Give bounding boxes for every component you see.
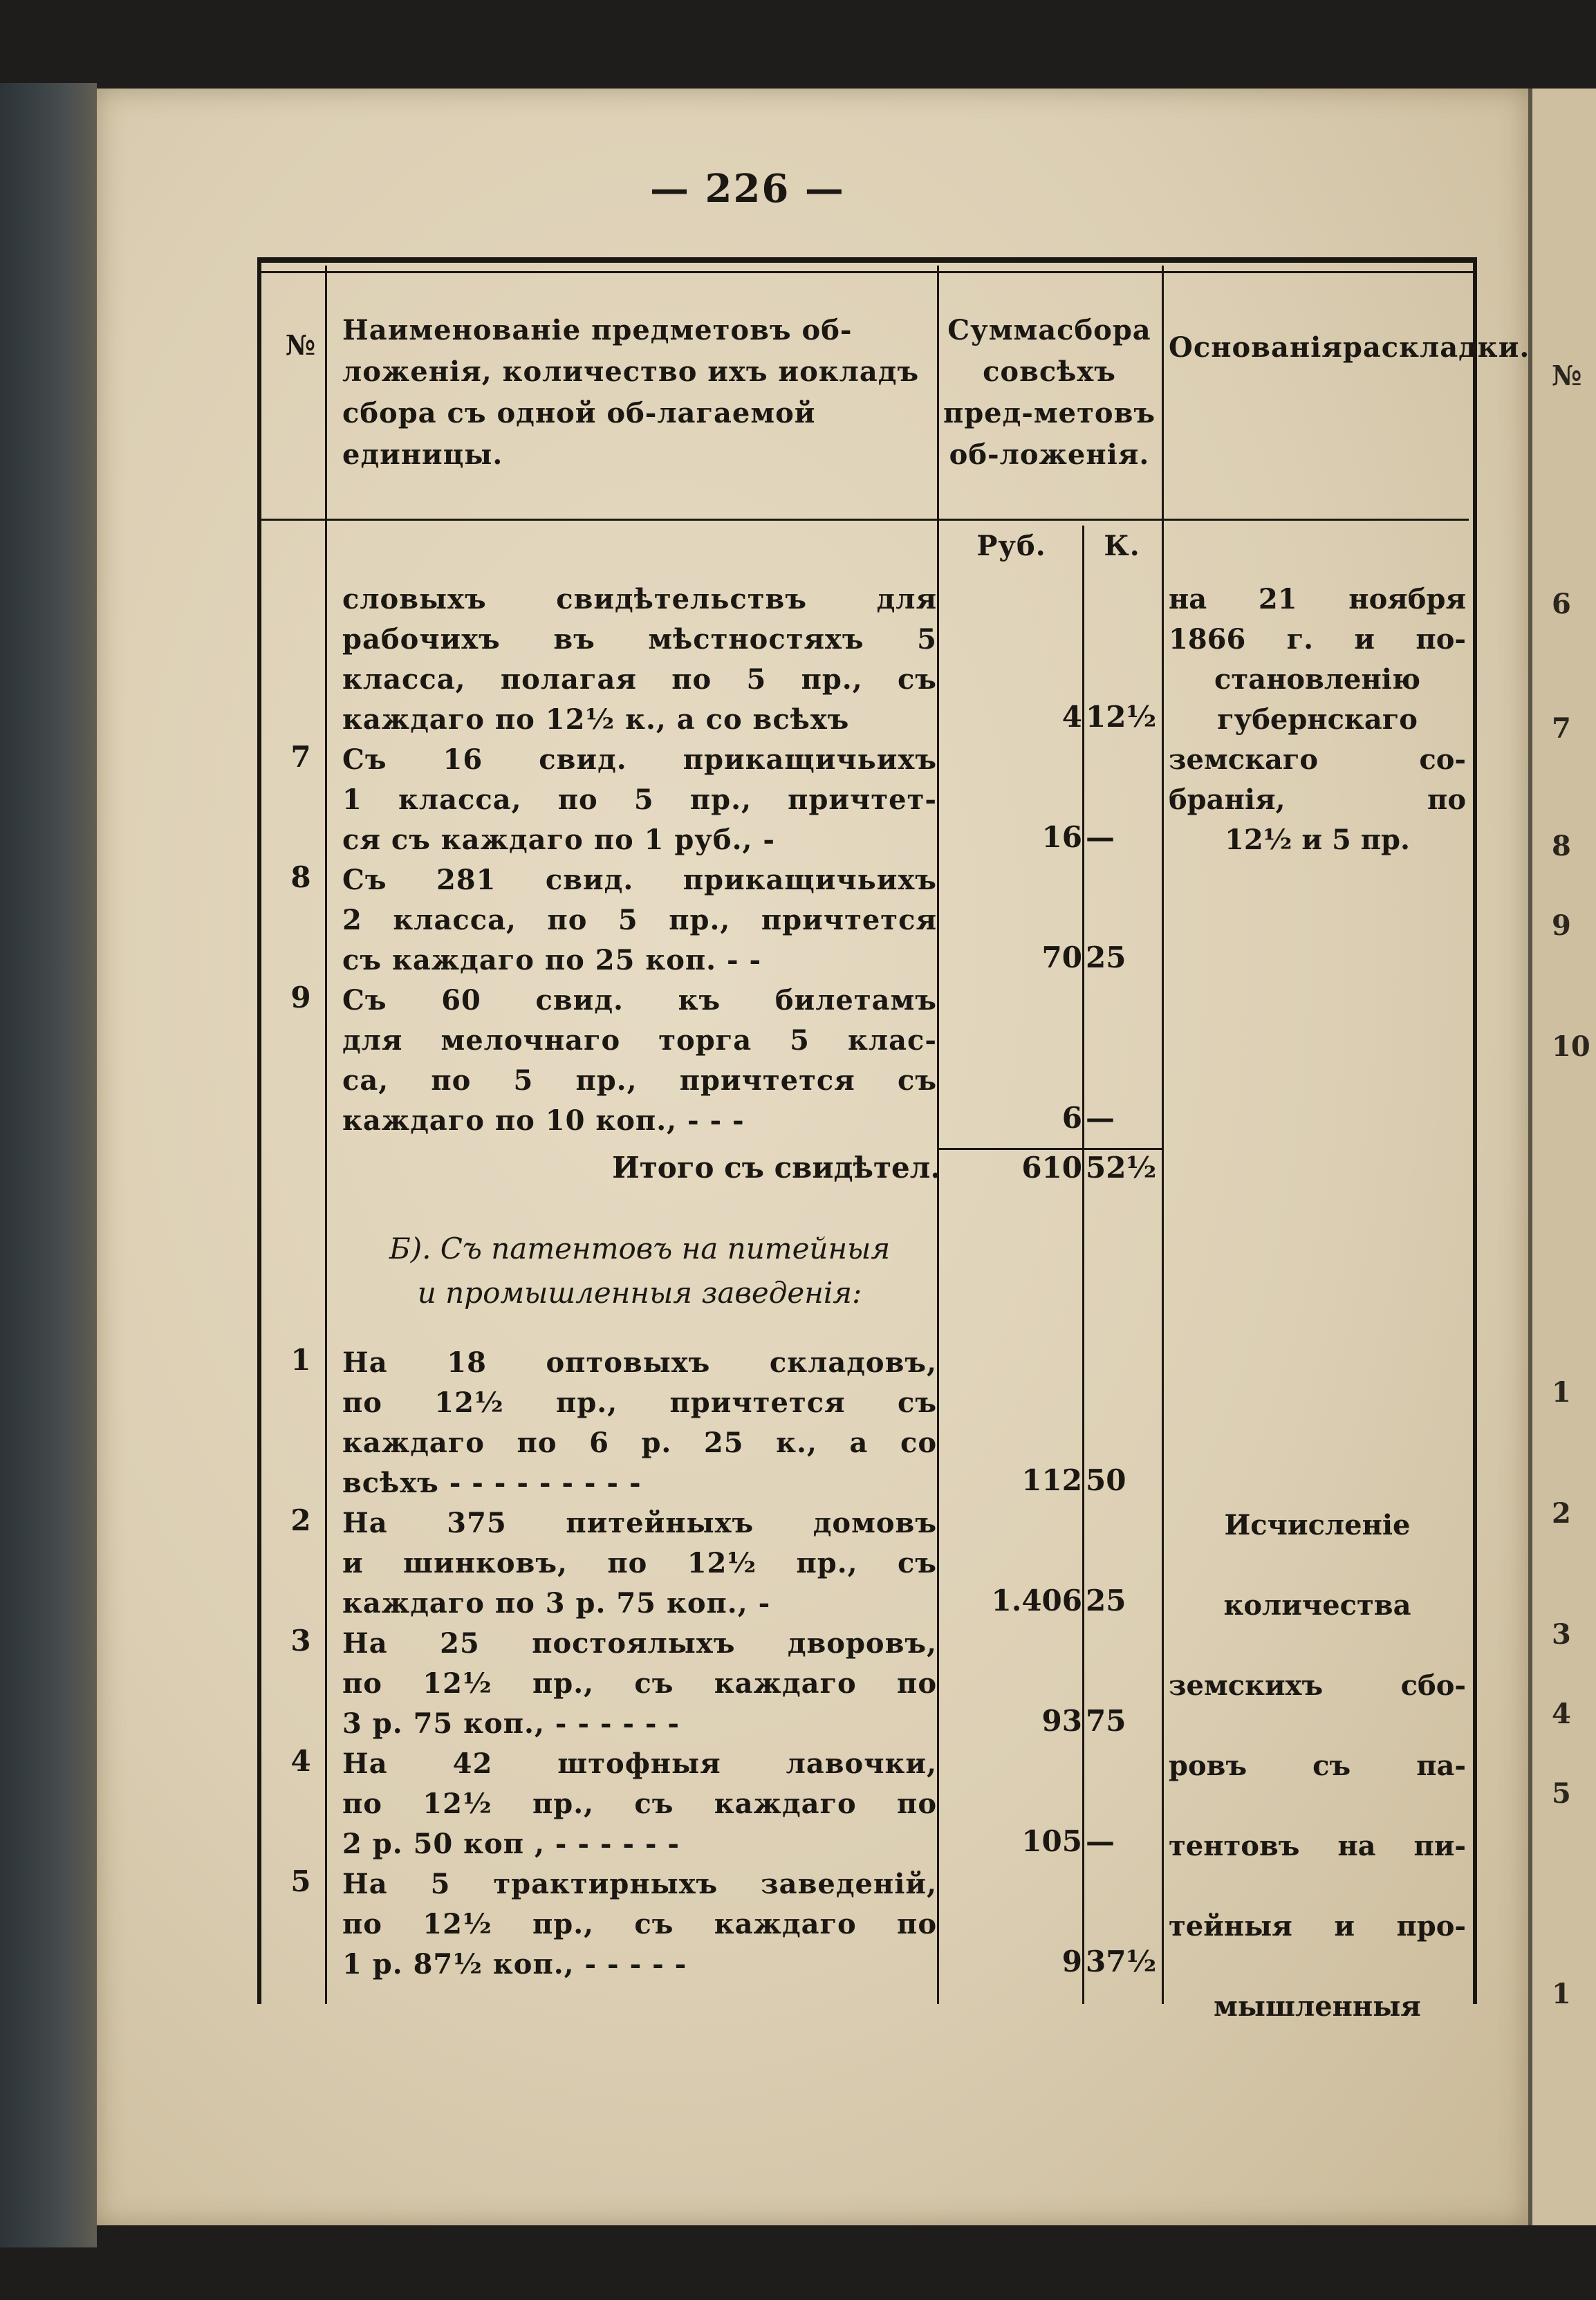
row-text-line: На 18 оптовыхъ складовъ, xyxy=(342,1346,937,1379)
row-text-line: ся съ каждаго по 1 руб., - xyxy=(342,824,775,856)
amount-kopecks: — xyxy=(1086,1101,1115,1135)
amount-rubles: 93 xyxy=(1041,1704,1082,1738)
row-text-line: словыхъ свидѣтельствъ для xyxy=(342,583,937,615)
header-basis-line: раскладки. xyxy=(1342,331,1530,364)
amount-kopecks: 12½ xyxy=(1086,700,1157,734)
row-text-line: На 42 штофныя лавочки, xyxy=(342,1747,937,1780)
header-name-line: ложенія, количество ихъ и xyxy=(342,355,800,388)
amount-rubles: 6 xyxy=(1061,1101,1082,1135)
row-text-line: по 12½ пр., причтется съ xyxy=(342,1387,937,1419)
column-divider-num xyxy=(325,266,327,2004)
header-kop: К. xyxy=(1104,530,1140,562)
row-text-line: 1 р. 87½ коп., - - - - - xyxy=(342,1948,687,1981)
amount-kopecks: 50 xyxy=(1086,1463,1126,1497)
header-name-line: лагаемой единицы. xyxy=(342,397,816,471)
header-sum-line: Сумма xyxy=(947,314,1057,346)
header-rub: Руб. xyxy=(976,530,1046,562)
adjacent-page-number: 2 xyxy=(1552,1497,1571,1530)
row-text-line: На 375 питейныхъ домовъ xyxy=(342,1507,937,1539)
amount-rubles: 16 xyxy=(1041,820,1082,854)
basis-line: тентовъ на пи- xyxy=(1169,1830,1466,1862)
section-b-line: и промышленныя заведенія: xyxy=(417,1276,862,1310)
row-text-line: класса, полагая по 5 пр., съ xyxy=(342,663,937,696)
row-text-line: На 5 трактирныхъ заведеній, xyxy=(342,1868,937,1900)
header-sum-line: ложенія. xyxy=(999,438,1150,471)
adjacent-page-number: 1 xyxy=(1552,1376,1571,1409)
row-description xyxy=(342,740,937,860)
adjacent-page-number: 4 xyxy=(1552,1698,1571,1730)
basis-line: земскаго со- xyxy=(1169,743,1466,776)
basis-line: 12½ и 5 пр. xyxy=(1225,824,1410,856)
section-b-line: Б). Съ патентовъ на питейныя xyxy=(389,1232,891,1265)
section-b-heading xyxy=(342,1227,937,1315)
row-description xyxy=(342,1624,937,1744)
row-text-line: всѣхъ - - - - - - - - - xyxy=(342,1467,642,1499)
row-text-line: Съ 281 свид. прикащичьихъ xyxy=(342,864,937,896)
amount-rubles: 9 xyxy=(1061,1945,1082,1978)
amount-kopecks: 25 xyxy=(1086,1584,1126,1617)
row-text-line: Съ 60 свид. къ билетамъ xyxy=(342,984,937,1017)
amount-rubles: 70 xyxy=(1041,940,1082,974)
header-sum-line: метовъ об- xyxy=(949,397,1156,471)
basis-line: Исчисленіе xyxy=(1224,1509,1411,1541)
row-text-line: са, по 5 пр., причтется съ xyxy=(342,1064,937,1097)
row-text-line: 3 р. 75 коп., - - - - - - xyxy=(342,1707,680,1740)
row-text-line: На 25 постоялыхъ дворовъ, xyxy=(342,1627,937,1660)
adjacent-page-edge xyxy=(1528,89,1596,2225)
amount-rubles: 1.406 xyxy=(991,1584,1082,1617)
header-sum-line: сбора со xyxy=(983,314,1151,388)
basis-line: губернскаго xyxy=(1217,703,1418,736)
basis-text-a xyxy=(1169,579,1466,860)
header-sum-line: всѣхъ пред- xyxy=(943,355,1116,429)
amount-kopecks: — xyxy=(1086,1824,1115,1858)
total-rubles: 610 xyxy=(1021,1151,1082,1185)
row-number: 4 xyxy=(290,1744,311,1778)
basis-line: земскихъ сбо- xyxy=(1169,1669,1466,1702)
header-basis xyxy=(1169,310,1530,386)
row-text-line: съ каждаго по 25 коп. - - xyxy=(342,944,762,976)
book-binding xyxy=(0,83,97,2247)
header-bottom-rule xyxy=(261,519,1469,521)
amount-rubles: 105 xyxy=(1021,1824,1082,1858)
adjacent-page-number: 6 xyxy=(1552,588,1571,620)
amount-kopecks: 75 xyxy=(1086,1704,1126,1738)
amount-kopecks: 25 xyxy=(1086,940,1126,974)
header-sum xyxy=(940,310,1158,476)
row-description xyxy=(342,1864,937,1985)
adjacent-page-number: 1 xyxy=(1552,1978,1571,2010)
row-text-line: по 12½ пр., съ каждаго по xyxy=(342,1788,937,1820)
column-divider-name xyxy=(937,266,939,2004)
row-description xyxy=(342,579,937,740)
row-text-line: каждаго по 12½ к., а со всѣхъ xyxy=(342,703,850,736)
row-text-line: 2 класса, по 5 пр., причтется xyxy=(342,904,937,936)
row-number: 2 xyxy=(290,1503,311,1537)
amount-rubles: 4 xyxy=(1061,700,1082,734)
adjacent-page-number: 10 xyxy=(1552,1030,1590,1063)
header-basis-line: Основанія xyxy=(1169,331,1343,364)
basis-line: мышленныя xyxy=(1214,1990,1421,2023)
row-text-line: по 12½ пр., съ каждаго по xyxy=(342,1667,937,1700)
total-label: Итого съ свидѣтел. xyxy=(612,1151,940,1185)
header-name-line: Наименованіе предметовъ об- xyxy=(342,314,853,346)
row-number: 8 xyxy=(290,860,311,894)
column-divider-sum xyxy=(1162,266,1164,2004)
row-description xyxy=(342,860,937,981)
adjacent-page-number: 7 xyxy=(1552,712,1571,745)
row-description xyxy=(342,1343,937,1503)
amount-kopecks: 37½ xyxy=(1086,1945,1157,1978)
row-number: 5 xyxy=(290,1864,311,1898)
header-num: № xyxy=(285,329,317,362)
row-description xyxy=(342,1503,937,1624)
row-text-line: каждаго по 6 р. 25 к., а со xyxy=(342,1427,937,1459)
page-number: — 226 — xyxy=(650,166,845,212)
basis-line: на 21 ноября xyxy=(1169,583,1466,615)
row-description xyxy=(342,1744,937,1864)
basis-line: становленію xyxy=(1214,663,1420,696)
row-text-line: 2 р. 50 коп , - - - - - - xyxy=(342,1828,680,1860)
column-divider-kop xyxy=(1082,526,1084,2004)
basis-line: тейныя и про- xyxy=(1169,1910,1466,1942)
adjacent-page-number: 8 xyxy=(1552,830,1571,862)
adjacent-page-number: 9 xyxy=(1552,909,1571,942)
header-name-line: окладъ сбора съ одной об- xyxy=(342,355,920,429)
header-name xyxy=(342,310,923,476)
adjacent-page-number: 5 xyxy=(1552,1777,1571,1810)
row-description xyxy=(342,981,937,1141)
amount-kopecks: — xyxy=(1086,820,1115,854)
row-number: 7 xyxy=(290,740,311,774)
amount-rubles: 112 xyxy=(1021,1463,1082,1497)
row-text-line: каждаго по 10 коп., - - - xyxy=(342,1104,745,1137)
row-text-line: каждаго по 3 р. 75 коп., - xyxy=(342,1587,771,1620)
total-kopecks: 52½ xyxy=(1086,1151,1157,1185)
basis-line: ровъ съ па- xyxy=(1169,1750,1466,1782)
basis-line: бранія, по xyxy=(1169,783,1466,816)
row-text-line: для мелочнаго торга 5 клас- xyxy=(342,1024,937,1057)
total-rule xyxy=(937,1148,1162,1150)
adjacent-page-number: 3 xyxy=(1552,1618,1571,1651)
row-text-line: Съ 16 свид. прикащичьихъ xyxy=(342,743,937,776)
row-number: 3 xyxy=(290,1624,311,1658)
row-text-line: и шинковъ, по 12½ пр., съ xyxy=(342,1547,937,1579)
row-number: 9 xyxy=(290,981,311,1014)
adjacent-page-number: № xyxy=(1552,360,1582,392)
basis-line: количества xyxy=(1223,1589,1411,1622)
basis-line: 1866 г. и по- xyxy=(1169,623,1466,656)
row-text-line: 1 класса, по 5 пр., причтет- xyxy=(342,783,937,816)
row-text-line: рабочихъ въ мѣстностяхъ 5 xyxy=(342,623,937,656)
row-number: 1 xyxy=(290,1343,311,1377)
row-text-line: по 12½ пр., съ каждаго по xyxy=(342,1908,937,1940)
basis-text-b xyxy=(1169,1485,1466,2047)
